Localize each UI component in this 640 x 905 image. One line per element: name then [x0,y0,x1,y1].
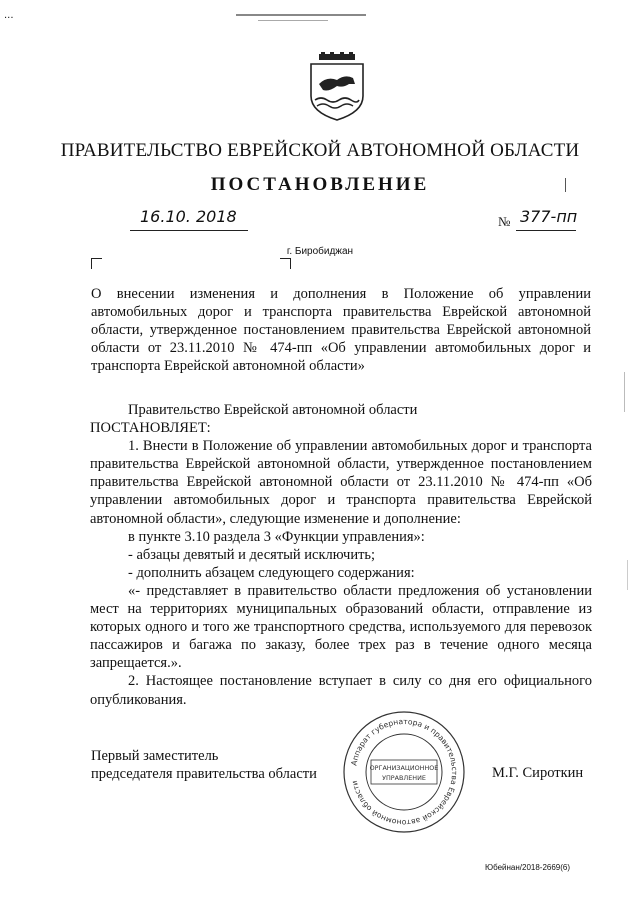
signatory-position [91,747,317,783]
date-underline [130,230,248,231]
document-number: 377-пп [520,207,578,226]
subject-corner-right [280,258,291,269]
official-stamp [341,710,467,834]
resolves-line: ПОСТАНОВЛЯЕТ: [90,420,211,437]
intro-line: Правительство Еврейской автономной области [128,402,418,418]
emblem-waves [315,98,359,102]
document-footer-code: Юбейнан/2018-2669(6) [485,863,571,872]
document-subject: О внесении изменения и дополнения в Положение об управлении автомобильных дорог и транспорта правительства Еврейской автономной области, утвержденное постановлением правительства Еврейской автономной области от 23.11.2010 № 474-пп «Об управлении автомобильных дорог и транспорта Еврейской автономной области» [91,286,591,374]
emblem-crown [319,52,355,60]
paragraph-6: 2. Настоящее постановление вступает в силу со дня его официального опубликования. [90,673,592,708]
stamp-ring-text: Аппарат губернатора и правительства Еврейской автономной области [349,716,460,828]
number-underline [516,230,576,231]
signatory-position-line1: Первый заместитель [91,748,219,764]
paragraph-3: - абзацы девятый и десятый исключить; [128,546,376,563]
paragraph-1: 1. Внести в Положение об управлении автомобильных дорог и транспорта правительства Еврейской автономной области, утвержденное постановлением правительства Еврейской автономной области от 23.11.2010 № 474-пп «Об управлении автомобильных дорог и транспорта правительства Еврейской автономной области», следующие изменение и дополнение: [90,438,592,527]
paragraph-5: «- представляет в правительство области предложения об установлении мест на территориях муниципальных образований области, отправление из которых одного и того же транспортного средства, используемого для перевозок пассажиров и багажа по заказу, более трех раз в течение одного месяца запрещается.». [90,582,592,672]
document-body [90,401,592,709]
subject-corner-left [91,258,102,269]
emblem-shield [311,64,363,120]
paragraph-4: - дополнить абзацем следующего содержания: [128,564,415,581]
document-number-label: № [498,214,511,229]
signatory-name: М.Г. Сироткин [492,765,584,781]
government-title: ПРАВИТЕЛЬСТВО ЕВРЕЙСКОЙ АВТОНОМНОЙ ОБЛАСТИ [60,140,580,161]
paragraph-2: в пункте 3.10 раздела 3 «Функции управления»: [128,528,425,545]
stamp-center-line1: ОРГАНИЗАЦИОННОЕ [369,764,439,772]
scan-noise-top-2 [258,20,328,21]
scan-edge-mark-1 [565,178,566,192]
coat-of-arms-emblem [297,52,377,122]
signatory-position-line2: председателя правительства области [91,766,317,782]
scan-edge-mark-3 [627,560,628,590]
document-date: 16.10. 2018 [140,207,237,226]
stamp-center-line2: УПРАВЛЕНИЕ [382,774,426,782]
scan-edge-mark-2 [624,372,625,412]
city-label: г. Биробиджан [286,246,354,257]
scan-noise-top [236,14,366,16]
emblem-tiger [319,76,355,90]
scan-mark-top-left: ... [4,10,14,21]
document-type-title: ПОСТАНОВЛЕНИЕ [210,174,430,195]
